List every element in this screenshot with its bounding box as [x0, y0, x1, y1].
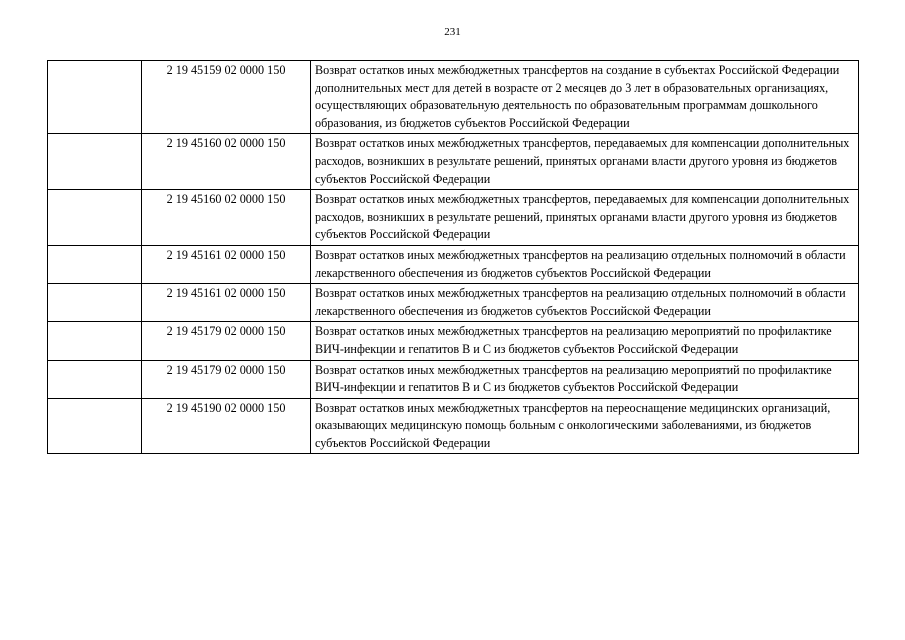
description-cell: Возврат остатков иных межбюджетных трансфертов на переоснащение медицинских организаций, оказывающих медицинскую помощь больным с онкологическими заболеваниями, из бюджетов субъектов Российской Федерации — [311, 398, 859, 454]
budget-code-cell: 2 19 45160 02 0000 150 — [142, 134, 311, 190]
admin-code-cell — [48, 190, 142, 246]
description-cell: Возврат остатков иных межбюджетных трансфертов на реализацию мероприятий по профилактике ВИЧ-инфекции и гепатитов B и C из бюджетов субъектов Российской Федерации — [311, 360, 859, 398]
budget-codes-table — [47, 60, 859, 454]
admin-code-cell — [48, 61, 142, 134]
budget-code-cell: 2 19 45179 02 0000 150 — [142, 360, 311, 398]
description-cell: Возврат остатков иных межбюджетных трансфертов, передаваемых для компенсации дополнительных расходов, возникших в результате решений, принятых органами власти другого уровня из бюджетов субъектов Российской Федерации — [311, 134, 859, 190]
budget-code-cell: 2 19 45160 02 0000 150 — [142, 190, 311, 246]
table-row — [48, 398, 859, 454]
table-row — [48, 61, 859, 134]
table-row — [48, 284, 859, 322]
table-row — [48, 190, 859, 246]
budget-code-cell: 2 19 45161 02 0000 150 — [142, 245, 311, 283]
page-number: 231 — [444, 26, 461, 38]
table-row — [48, 360, 859, 398]
table-row — [48, 134, 859, 190]
admin-code-cell — [48, 360, 142, 398]
description-cell: Возврат остатков иных межбюджетных трансфертов на реализацию мероприятий по профилактике ВИЧ-инфекции и гепатитов B и C из бюджетов субъектов Российской Федерации — [311, 322, 859, 360]
description-cell: Возврат остатков иных межбюджетных трансфертов на создание в субъектах Российской Федерации дополнительных мест для детей в возрасте от 2 месяцев до 3 лет в образовательных организациях, осуществляющих образовательную деятельность по образовательным программам дошкольного образования, из бюджетов субъектов Российской Федерации — [311, 61, 859, 134]
admin-code-cell — [48, 322, 142, 360]
admin-code-cell — [48, 398, 142, 454]
description-cell: Возврат остатков иных межбюджетных трансфертов, передаваемых для компенсации дополнительных расходов, возникших в результате решений, принятых органами власти другого уровня из бюджетов субъектов Российской Федерации — [311, 190, 859, 246]
table-body — [48, 61, 859, 454]
description-cell: Возврат остатков иных межбюджетных трансфертов на реализацию отдельных полномочий в области лекарственного обеспечения из бюджетов субъектов Российской Федерации — [311, 245, 859, 283]
budget-code-cell: 2 19 45159 02 0000 150 — [142, 61, 311, 134]
budget-code-cell: 2 19 45190 02 0000 150 — [142, 398, 311, 454]
admin-code-cell — [48, 284, 142, 322]
admin-code-cell — [48, 134, 142, 190]
admin-code-cell — [48, 245, 142, 283]
table-row — [48, 322, 859, 360]
description-cell: Возврат остатков иных межбюджетных трансфертов на реализацию отдельных полномочий в области лекарственного обеспечения из бюджетов субъектов Российской Федерации — [311, 284, 859, 322]
table-row — [48, 245, 859, 283]
budget-code-cell: 2 19 45161 02 0000 150 — [142, 284, 311, 322]
budget-code-cell: 2 19 45179 02 0000 150 — [142, 322, 311, 360]
